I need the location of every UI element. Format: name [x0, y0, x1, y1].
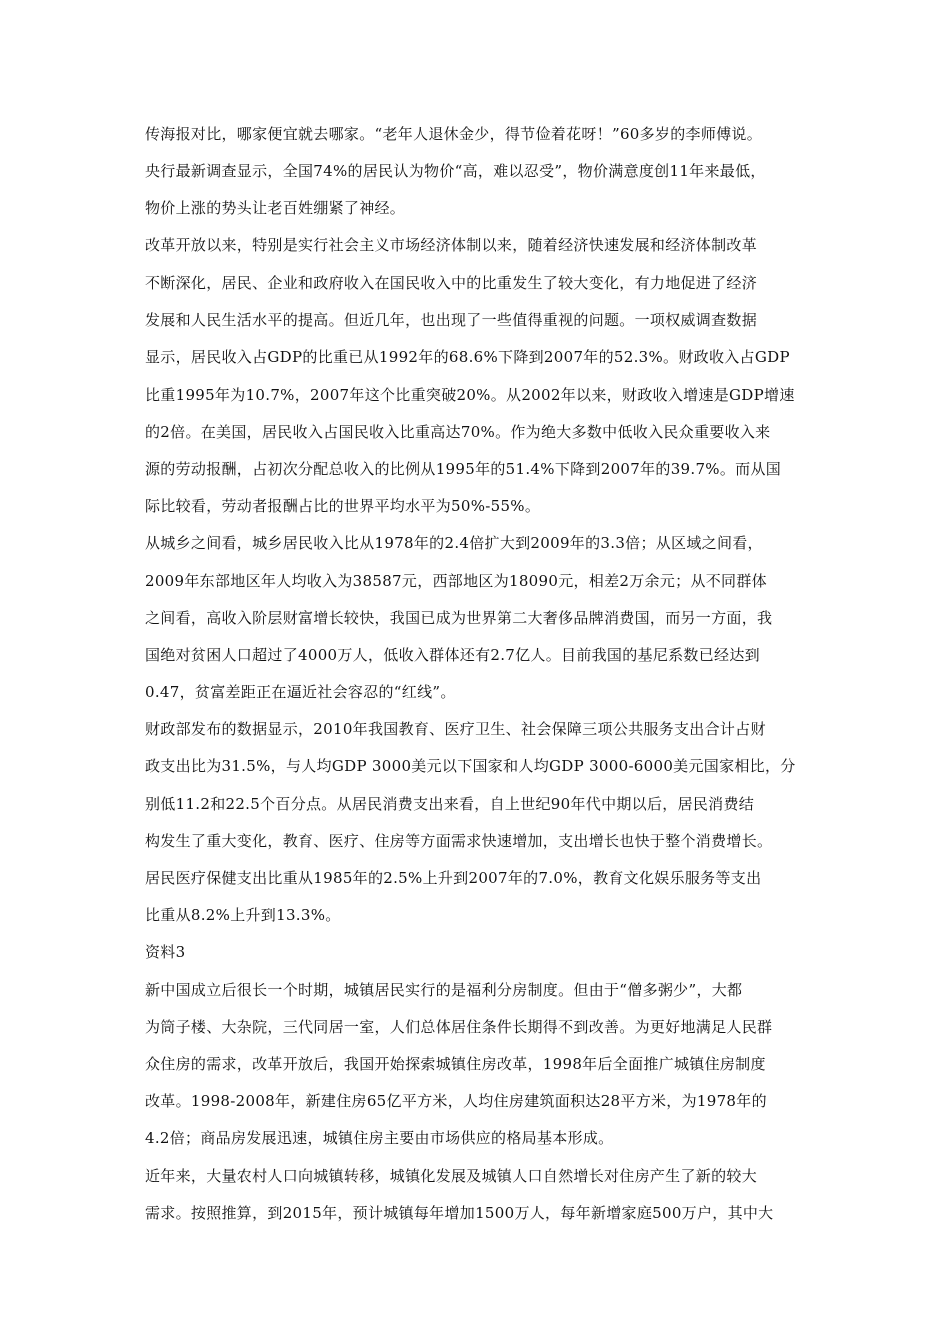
text-line: 众住房的需求，改革开放后，我国开始探索城镇住房改革，1998年后全面推广城镇住房制度: [145, 1055, 766, 1073]
text-line: 传海报对比，哪家便宜就去哪家。“老年人退休金少，得节俭着花呀！”60多岁的李师傅说。: [145, 125, 763, 143]
text-line: 显示，居民收入占GDP的比重已从1992年的68.6%下降到2007年的52.3%。财政收入占GDP: [145, 348, 790, 366]
text-line: 比重从8.2%上升到13.3%。: [145, 906, 341, 924]
text-line: 国绝对贫困人口超过了4000万人，低收入群体还有2.7亿人。目前我国的基尼系数已经达到: [145, 646, 760, 664]
text-line: 2009年东部地区年人均收入为38587元，西部地区为18090元，相差2万余元；从不同群体: [145, 572, 767, 590]
text-line: 近年来，大量农村人口向城镇转移，城镇化发展及城镇人口自然增长对住房产生了新的较大: [145, 1167, 758, 1185]
text-line: 比重1995年为10.7%，2007年这个比重突破20%。从2002年以来，财政收入增速是GDP增速: [145, 386, 795, 404]
text-line: 为筒子楼、大杂院，三代同居一室，人们总体居住条件长期得不到改善。为更好地满足人民群: [145, 1018, 773, 1036]
text-line: 居民医疗保健支出比重从1985年的2.5%上升到2007年的7.0%，教育文化娱乐服务等支出: [145, 869, 762, 887]
text-line: 改革开放以来，特别是实行社会主义市场经济体制以来，随着经济快速发展和经济体制改革: [145, 236, 758, 254]
text-line: 需求。按照推算，到2015年，预计城镇每年增加1500万人，每年新增家庭500万户，其中大: [145, 1204, 774, 1222]
text-line: 政支出比为31.5%，与人均GDP 3000美元以下国家和人均GDP 3000-6000美元国家相比，分: [145, 757, 796, 775]
text-line: 之间看，高收入阶层财富增长较快，我国已成为世界第二大奢侈品牌消费国，而另一方面，我: [145, 609, 773, 627]
text-line: 源的劳动报酬，占初次分配总收入的比例从1995年的51.4%下降到2007年的39.7%。而从国: [145, 460, 782, 478]
text-line: 财政部发布的数据显示，2010年我国教育、医疗卫生、社会保障三项公共服务支出合计占财: [145, 720, 766, 738]
text-line: 际比较看，劳动者报酬占比的世界平均水平为50%-55%。: [145, 497, 541, 515]
text-line: 4.2倍；商品房发展迅速，城镇住房主要由市场供应的格局基本形成。: [145, 1129, 614, 1147]
section-heading: 资料3: [145, 943, 186, 961]
text-line: 从城乡之间看，城乡居民收入比从1978年的2.4倍扩大到2009年的3.3倍；从区域之间看，: [145, 534, 763, 552]
text-line: 不断深化，居民、企业和政府收入在国民收入中的比重发生了较大变化，有力地促进了经济: [145, 274, 758, 292]
text-line: 构发生了重大变化，教育、医疗、住房等方面需求快速增加，支出增长也快于整个消费增长。: [145, 832, 773, 850]
text-line: 0.47，贫富差距正在逼近社会容忍的“红线”。: [145, 683, 456, 701]
text-line: 新中国成立后很长一个时期，城镇居民实行的是福利分房制度。但由于“僧多粥少”，大都: [145, 981, 743, 999]
text-line: 改革。1998-2008年，新建住房65亿平方米，人均住房建筑面积达28平方米，为1978年的: [145, 1092, 767, 1110]
text-line: 别低11.2和22.5个百分点。从居民消费支出来看，自上世纪90年代中期以后，居民消费结: [145, 795, 755, 813]
text-line: 发展和人民生活水平的提高。但近几年，也出现了一些值得重视的问题。一项权威调查数据: [145, 311, 758, 329]
text-line: 物价上涨的势头让老百姓绷紧了神经。: [145, 199, 406, 217]
text-line: 央行最新调查显示，全国74%的居民认为物价“高，难以忍受”，物价满意度创11年来最低，: [145, 162, 766, 180]
text-line: 的2倍。在美国，居民收入占国民收入比重高达70%。作为绝大多数中低收入民众重要收入来: [145, 423, 771, 441]
